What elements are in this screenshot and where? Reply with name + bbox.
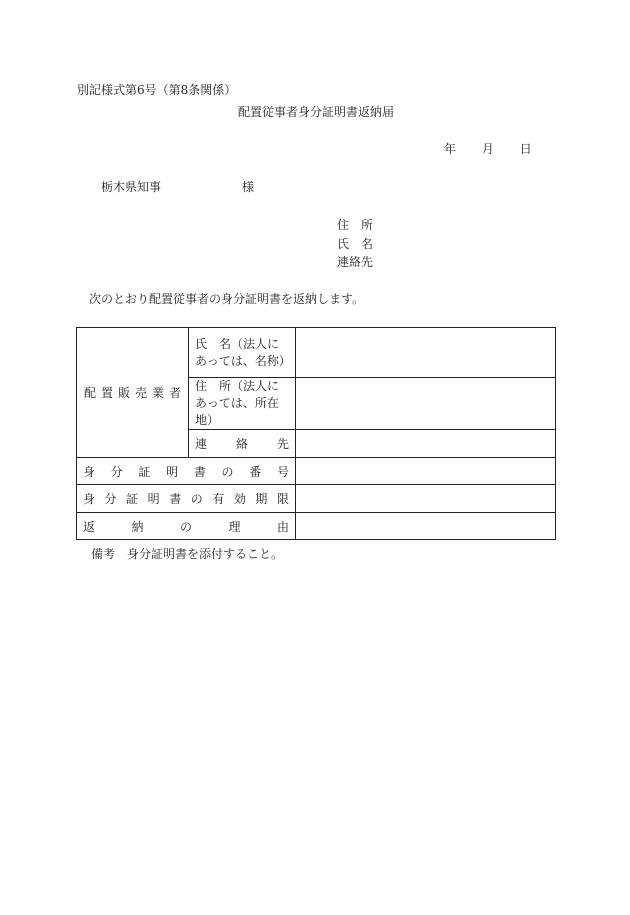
addressee-honorific: 様	[242, 180, 255, 194]
contact-value[interactable]	[296, 430, 556, 458]
certificate-number-label: 身分証明書の番号	[77, 458, 296, 485]
remarks-note: 備考 身分証明書を添付すること。	[91, 547, 284, 561]
address-label: 住 所（法人にあっては、所在地）	[189, 378, 296, 430]
contact-label: 連絡先	[189, 430, 296, 458]
certificate-number-value[interactable]	[296, 458, 556, 485]
form-number: 別記様式第6号（第8条関係）	[77, 83, 237, 97]
applicant-name-label: 氏 名	[337, 237, 374, 251]
body-text: 次のとおり配置従事者の身分証明書を返納します。	[89, 292, 365, 306]
return-reason-value[interactable]	[296, 513, 556, 540]
address-value[interactable]	[296, 378, 556, 430]
table-row	[77, 458, 556, 485]
date-month-label: 月	[481, 142, 494, 156]
addressee-name: 栃木県知事	[101, 180, 162, 194]
return-reason-label: 返納の理由	[77, 513, 296, 540]
name-value[interactable]	[296, 328, 556, 378]
applicant-address-label: 住 所	[337, 218, 374, 232]
validity-value[interactable]	[296, 485, 556, 513]
applicant-contact-label: 連絡先	[337, 255, 374, 269]
return-notice-table	[76, 327, 556, 540]
table-row	[77, 328, 556, 378]
group-label-placement-seller: 配置販売業者	[77, 328, 189, 458]
table-row	[77, 485, 556, 513]
date-field	[444, 143, 532, 155]
document-title: 配置従事者身分証明書返納届	[238, 105, 395, 119]
date-day-label: 日	[519, 142, 532, 156]
table-row	[77, 513, 556, 540]
date-year-label: 年	[444, 142, 457, 156]
name-label: 氏 名（法人にあっては、名称）	[189, 328, 296, 378]
validity-label: 身分証明書の有効期限	[77, 485, 296, 513]
